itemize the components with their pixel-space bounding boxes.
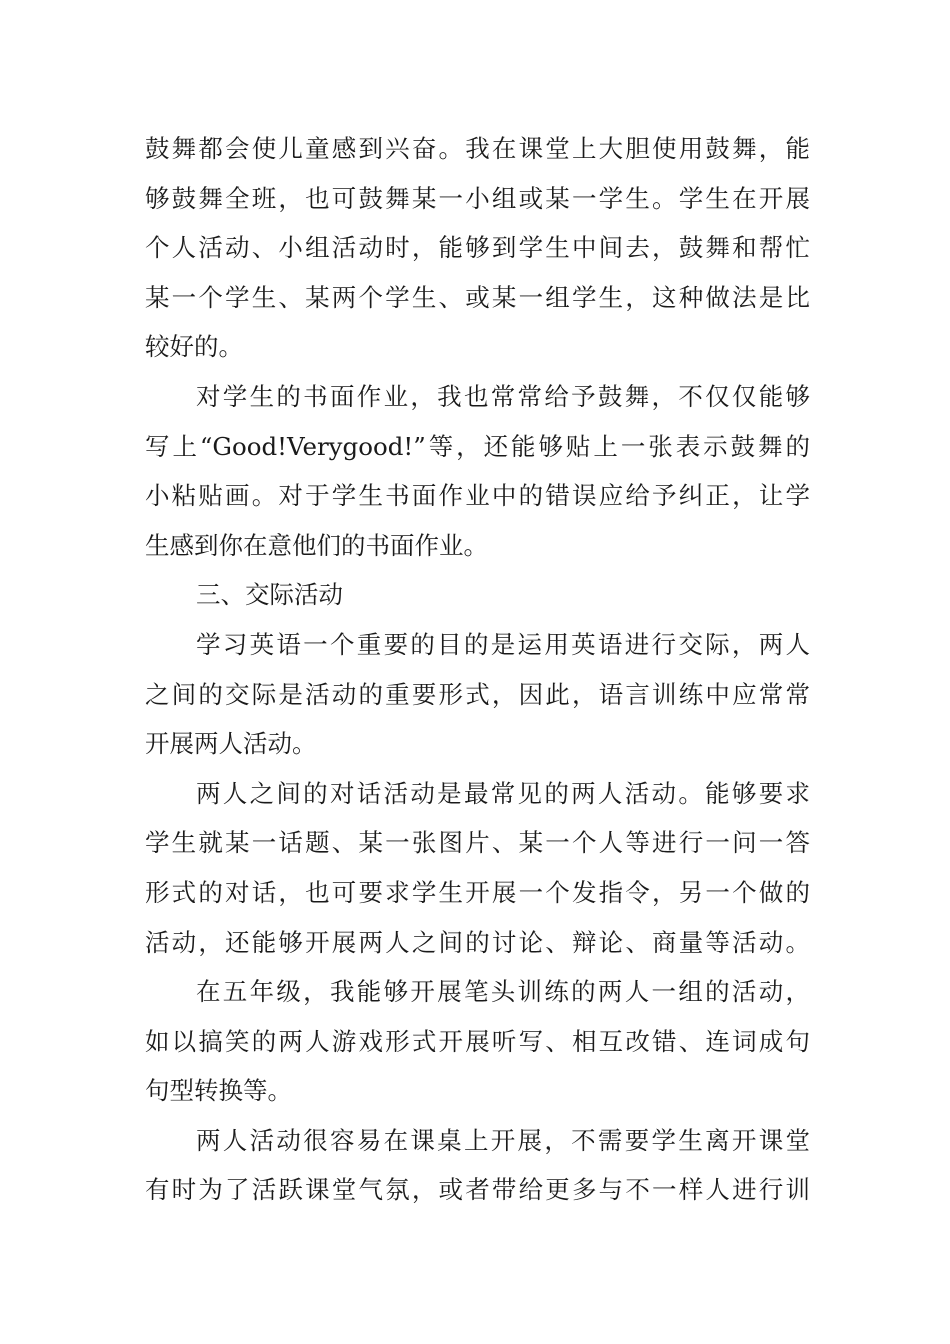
text-line: 个人活动、小组活动时，能够到学生中间去，鼓舞和帮忙 [145,233,810,263]
text-line: 活动，还能够开展两人之间的讨论、辩论、商量等活动。 [145,927,810,957]
section-heading: 三、交际活动 [196,580,343,610]
text-line: 学生就某一话题、某一张图片、某一个人等进行一问一答 [145,828,810,858]
text-line: 两人活动很容易在课桌上开展，不需要学生离开课堂 [196,1125,810,1155]
text-line: 鼓舞都会使儿童感到兴奋。我在课堂上大胆使用鼓舞，能 [145,134,810,163]
text-line: 在五年级，我能够开展笔头训练的两人一组的活动， [196,977,810,1007]
text-line: 形式的对话，也可要求学生开展一个发指令，另一个做的 [145,877,810,907]
text-line: 有时为了活跃课堂气氛，或者带给更多与不一样人进行训 [145,1175,810,1205]
text-line: 之间的交际是活动的重要形式，因此，语言训练中应常常 [145,679,810,709]
text-line: 生感到你在意他们的书面作业。 [145,530,488,560]
text-line: 对学生的书面作业，我也常常给予鼓舞，不仅仅能够 [196,381,810,411]
text-line: 够鼓舞全班，也可鼓舞某一小组或某一学生。学生在开展 [145,183,810,213]
text-line: 某一个学生、某两个学生、或某一组学生，这种做法是比 [145,282,810,312]
text-line: 写上“Good!Verygood!”等，还能够贴上一张表示鼓舞的 [145,431,810,461]
text-line: 两人之间的对话活动是最常见的两人活动。能够要求 [196,778,810,808]
text-line: 小粘贴画。对于学生书面作业中的错误应给予纠正，让学 [145,481,810,511]
document-body [145,124,810,1215]
text-line: 较好的。 [145,332,243,362]
text-line: 如以搞笑的两人游戏形式开展听写、相互改错、连词成句 [145,1026,810,1056]
text-line: 学习英语一个重要的目的是运用英语进行交际，两人 [196,629,810,659]
text-line: 句型转换等。 [145,1076,292,1106]
text-line: 开展两人活动。 [145,729,317,759]
